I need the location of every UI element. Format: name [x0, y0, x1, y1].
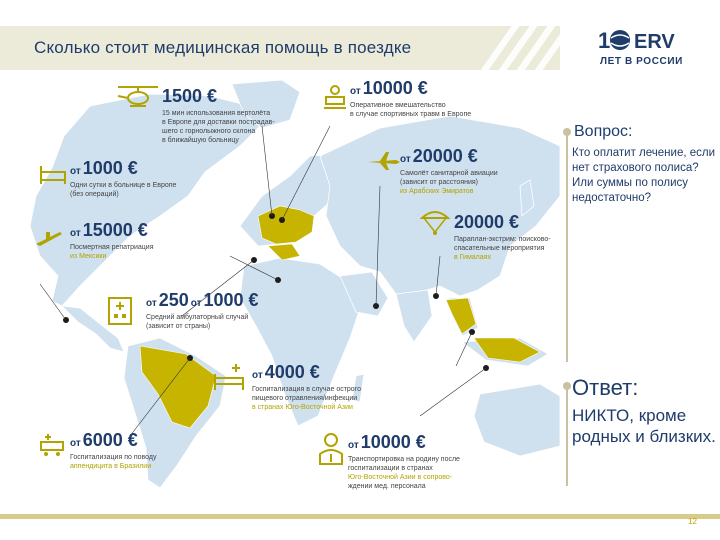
callout-prefix: от [252, 370, 263, 381]
callout-line: Одни сутки в больнице в Европе [70, 182, 177, 189]
callout-prefix: от [348, 440, 359, 451]
callout-amount: 1000 € [203, 290, 259, 310]
question-line [566, 132, 568, 362]
callout-line: Средний амбулаторный случай [146, 314, 249, 321]
callout-line: в Европе для доставки пострадав- [162, 119, 275, 126]
svg-text:1: 1 [598, 28, 611, 53]
question-label: Вопрос: [574, 123, 633, 140]
callout-line: Юго-Восточной Азии в сопрово- [348, 474, 453, 481]
callout-line: (без операций) [70, 191, 119, 198]
svg-text:ERV: ERV [634, 31, 675, 53]
callout-amount: 10000 € [362, 78, 428, 98]
callout-amount: 1500 € [162, 86, 218, 106]
callout-line: Параплан-экстрим: поисково- [454, 236, 551, 243]
header-stripes [480, 26, 560, 70]
doctor-icon [318, 432, 344, 466]
callout-line: госпитализации в странах [348, 465, 433, 472]
answer-text: НИКТО, кроме родных и близких. [572, 406, 716, 446]
callout-amount: 20000 € [412, 146, 478, 166]
callout-appendicitis [70, 432, 200, 471]
patient-bed-icon [212, 362, 246, 392]
callout-amount: 20000 € [454, 212, 520, 232]
callout-line: Оперативное вмешательство [350, 102, 446, 109]
plane-repatriation-icon [34, 228, 64, 248]
callout-repatriation [70, 222, 200, 261]
callout-line: из Арабских Эмиратов [400, 188, 474, 195]
callout-line: Госпитализация в случае острого [252, 386, 361, 393]
callout-amount: 4000 € [264, 362, 320, 382]
callout-line: Транспортировка на родину после [348, 456, 460, 463]
callout-line: (зависит от страны) [146, 323, 211, 330]
callout-transport-home [348, 434, 498, 491]
callout-line: (зависит от расстояния) [400, 179, 479, 186]
page-number: 12 [688, 517, 697, 526]
callout-amount: 15000 € [82, 220, 148, 240]
callout-line: в странах Юго-Восточной Азии [252, 404, 353, 411]
callout-line: пищевого отравления/инфекции [252, 395, 358, 402]
callout-line: Посмертная репатриация [70, 244, 154, 251]
callout-line: из Мексики [70, 253, 107, 260]
footer-line [0, 514, 720, 519]
callout-paraglider [454, 214, 558, 262]
clinic-building-icon [106, 294, 134, 326]
callout-line: в случае спортивных травм в Европе [350, 111, 472, 118]
callout-line: Госпитализация по поводу [70, 454, 157, 461]
callout-line: спасательные мероприятия [454, 245, 545, 252]
answer-label: Ответ: [572, 375, 639, 400]
callout-line: аппендицита в Бразилии [70, 463, 152, 470]
logo-subtitle: ЛЕТ В РОССИИ [600, 56, 683, 67]
callout-prefix: от [70, 438, 81, 449]
page-title: Сколько стоит медицинская помощь в поездке [34, 38, 412, 57]
callout-prefix: от [70, 166, 81, 177]
question-text: Кто оплатит лечение, если нет страхового полиса? Или суммы по полису недостаточно? [572, 147, 716, 204]
answer-line [566, 386, 568, 486]
callout-prefix: от [350, 86, 361, 97]
callout-amount: 1000 € [82, 158, 138, 178]
callout-line: 15 мин использования вертолёта [162, 110, 271, 117]
ambulance-stretcher-icon [38, 432, 66, 458]
callout-outpatient [146, 292, 296, 331]
question-dot [563, 128, 571, 136]
callout-food-poisoning [252, 364, 402, 412]
callout-amount: 250 [158, 290, 189, 310]
hospital-bed-icon [38, 164, 68, 186]
callout-line: в ближайшую больницу [162, 137, 239, 144]
surgery-icon [320, 84, 350, 112]
callout-prefix: от [146, 298, 157, 309]
callout-prefix: от [190, 298, 202, 309]
callout-prefix: от [70, 228, 81, 239]
helicopter-icon [116, 84, 160, 108]
callout-line: в Гималаях [454, 254, 491, 261]
parachute-icon [420, 206, 450, 236]
callout-line: шего с горнолыжного склона [162, 128, 256, 135]
callout-hospital-day [70, 160, 220, 199]
callout-amount: 10000 € [360, 432, 426, 452]
callout-line: ждении мед. персонала [348, 483, 426, 490]
callout-helicopter [162, 88, 302, 145]
airplane-icon [366, 150, 402, 172]
callout-prefix: от [400, 154, 411, 165]
callout-air-ambulance [400, 148, 550, 196]
callout-amount: 6000 € [82, 430, 138, 450]
callout-surgery [350, 80, 500, 119]
callout-line: Самолёт санитарной авиации [400, 170, 498, 177]
